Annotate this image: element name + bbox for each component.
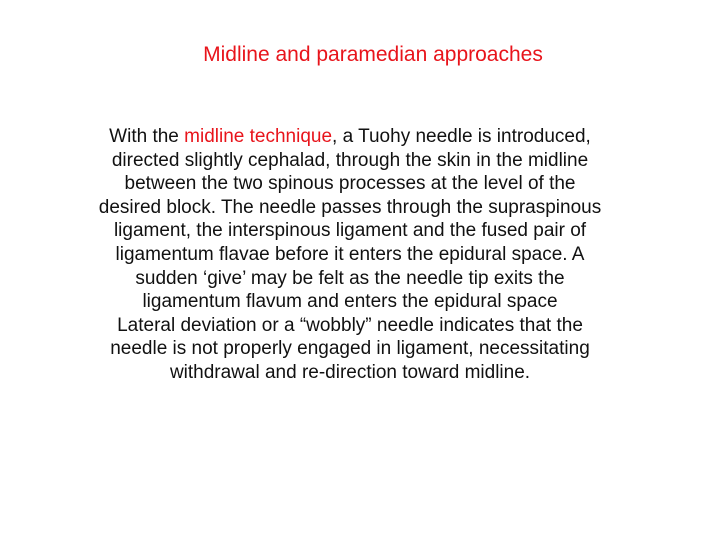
body-line-11: withdrawal and re-direction toward midline. bbox=[169, 361, 531, 383]
body-line-1-suffix: , a Tuohy needle is introduced, bbox=[332, 126, 591, 147]
body-line-1 bbox=[30, 125, 670, 149]
body-line-9: Lateral deviation or a “wobbly” needle indicates that the bbox=[117, 314, 583, 336]
midline-technique-highlight: midline technique bbox=[184, 126, 333, 147]
slide-body-text bbox=[30, 125, 670, 385]
body-line-3: between the two spinous processes at the level of the bbox=[124, 173, 576, 195]
body-line-1-prefix: With the bbox=[109, 126, 185, 147]
body-line-5: ligament, the interspinous ligament and the fused pair of bbox=[113, 220, 587, 242]
body-line-4: desired block. The needle passes through the supraspinous bbox=[98, 196, 602, 218]
body-line-6: ligamentum flavae before it enters the epidural space. A bbox=[115, 243, 585, 265]
slide-title: Midline and paramedian approaches bbox=[203, 43, 543, 66]
body-line-8: ligamentum flavum and enters the epidural space bbox=[142, 291, 558, 313]
body-line-10: needle is not properly engaged in ligament, necessitating bbox=[110, 338, 590, 360]
body-line-7: sudden ‘give’ may be felt as the needle tip exits the bbox=[135, 267, 565, 289]
body-line-2: directed slightly cephalad, through the skin in the midline bbox=[111, 149, 589, 171]
